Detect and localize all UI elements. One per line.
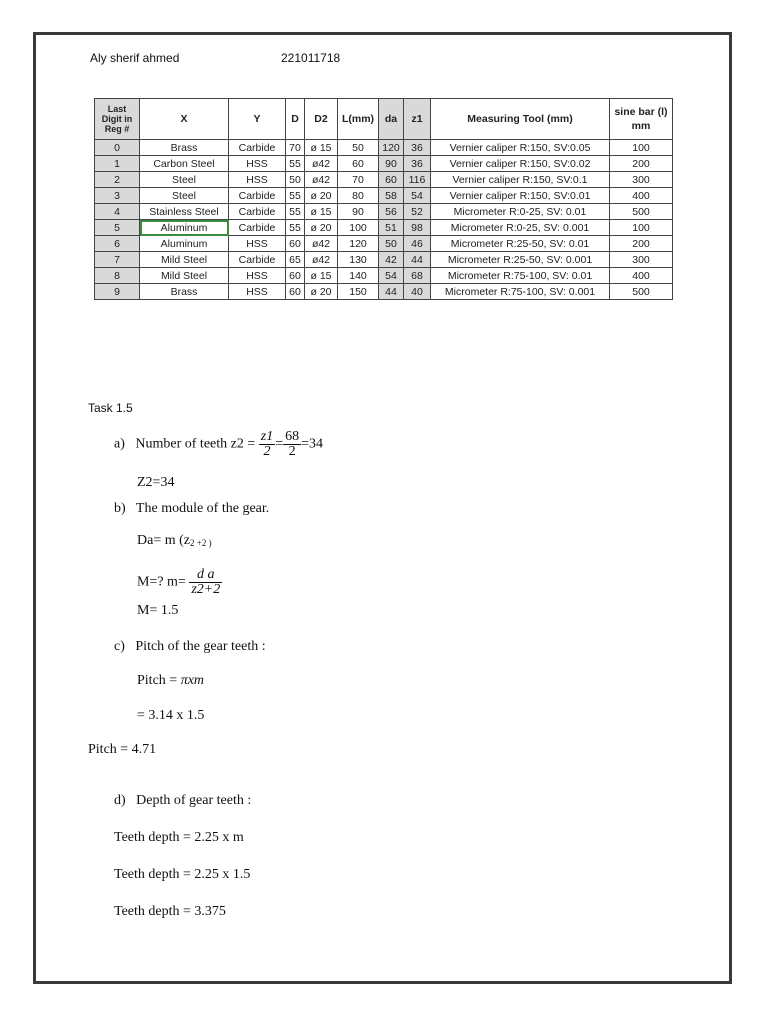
col-da: da [379, 99, 404, 140]
cell-measuring-tool: Micrometer R:25-50, SV: 0.01 [431, 236, 610, 252]
cell-z1: 54 [404, 188, 431, 204]
table-header-row [95, 99, 673, 140]
cell-z1: 68 [404, 268, 431, 284]
table-row [95, 252, 673, 268]
task-d-depth-formula: Teeth depth = 2.25 x m [114, 830, 244, 845]
cell-sine-bar: 100 [610, 140, 673, 156]
cell-z1: 98 [404, 220, 431, 236]
cell-last-digit: 2 [95, 172, 140, 188]
task-d-text: Depth of gear teeth : [136, 793, 252, 808]
cell-l: 100 [338, 220, 379, 236]
cell-y: HSS [229, 156, 286, 172]
task-a-text: Number of teeth z2 = [135, 436, 259, 452]
cell-last-digit: 8 [95, 268, 140, 284]
cell-da: 58 [379, 188, 404, 204]
task-c-label: c) [114, 639, 125, 654]
cell-da: 60 [379, 172, 404, 188]
cell-z1: 116 [404, 172, 431, 188]
task-b-text: The module of the gear. [135, 501, 270, 516]
cell-y: Carbide [229, 188, 286, 204]
task-a-line [114, 430, 323, 459]
cell-measuring-tool: Micrometer R:0-25, SV: 0.001 [431, 220, 610, 236]
cell-d2: ø 15 [305, 204, 338, 220]
cell-d2: ø 20 [305, 188, 338, 204]
da-equation-subscript: 2 +2 ) [190, 538, 212, 548]
cell-z1: 36 [404, 140, 431, 156]
cell-last-digit: 1 [95, 156, 140, 172]
cell-x: Mild Steel [140, 252, 229, 268]
table-row [95, 236, 673, 252]
cell-sine-bar: 100 [610, 220, 673, 236]
cell-measuring-tool: Vernier caliper R:150, SV:0.02 [431, 156, 610, 172]
cell-l: 130 [338, 252, 379, 268]
cell-sine-bar: 300 [610, 252, 673, 268]
task-b-module-result: M= 1.5 [137, 603, 179, 618]
task-c-pitch-formula [137, 673, 204, 689]
cell-d: 55 [286, 188, 305, 204]
fraction-numerator: z1 [260, 429, 274, 444]
equals-sign: = [275, 436, 284, 452]
cell-z1: 44 [404, 252, 431, 268]
cell-d: 65 [286, 252, 305, 268]
table-row [95, 220, 673, 236]
task-b-label: b) [114, 501, 126, 516]
fraction-numerator: d a [189, 568, 222, 583]
task-d-depth-result: Teeth depth = 3.375 [114, 904, 226, 919]
cell-sine-bar: 400 [610, 188, 673, 204]
table-row [95, 204, 673, 220]
cell-sine-bar: 300 [610, 172, 673, 188]
table-row [95, 188, 673, 204]
cell-measuring-tool: Micrometer R:0-25, SV: 0.01 [431, 204, 610, 220]
cell-x: Steel [140, 188, 229, 204]
cell-x: Mild Steel [140, 268, 229, 284]
task-d-depth-calc: Teeth depth = 2.25 x 1.5 [114, 867, 251, 882]
cell-d2: ø42 [305, 236, 338, 252]
pitch-equation-text: Pitch = [137, 673, 181, 688]
cell-d: 60 [286, 284, 305, 300]
cell-l: 120 [338, 236, 379, 252]
cell-l: 150 [338, 284, 379, 300]
cell-y: Carbide [229, 140, 286, 156]
cell-measuring-tool: Vernier caliper R:150, SV:0.01 [431, 188, 610, 204]
student-name: Aly sherif ahmed [90, 51, 180, 65]
cell-measuring-tool: Micrometer R:25-50, SV: 0.001 [431, 252, 610, 268]
cell-da: 42 [379, 252, 404, 268]
cell-sine-bar: 500 [610, 284, 673, 300]
col-x: X [140, 99, 229, 140]
cell-d: 55 [286, 220, 305, 236]
task-c-line [114, 639, 266, 655]
cell-l: 140 [338, 268, 379, 284]
cell-l: 50 [338, 140, 379, 156]
col-l: L(mm) [338, 99, 379, 140]
cell-d2: ø 20 [305, 220, 338, 236]
cell-da: 54 [379, 268, 404, 284]
col-last-digit: Last Digit in Reg # [95, 99, 140, 140]
module-question: M=? m= [137, 574, 190, 590]
cell-last-digit: 3 [95, 188, 140, 204]
cell-last-digit: 6 [95, 236, 140, 252]
task-c-text: Pitch of the gear teeth : [135, 639, 266, 654]
table-row [95, 172, 673, 188]
cell-da: 44 [379, 284, 404, 300]
document-page [33, 32, 732, 984]
fraction-68-over-2 [283, 430, 301, 459]
cell-sine-bar: 200 [610, 236, 673, 252]
cell-d: 55 [286, 156, 305, 172]
task-d-label: d) [114, 793, 126, 808]
fraction-numerator: 68 [285, 429, 300, 444]
cell-sine-bar: 200 [610, 156, 673, 172]
cell-x: Brass [140, 140, 229, 156]
table-row [95, 284, 673, 300]
student-reg-number: 221011718 [281, 51, 341, 65]
cell-measuring-tool: Micrometer R:75-100, SV: 0.01 [431, 268, 610, 284]
cell-x: Stainless Steel [140, 204, 229, 220]
cell-da: 50 [379, 236, 404, 252]
cell-x: Brass [140, 284, 229, 300]
table-row [95, 268, 673, 284]
cell-l: 80 [338, 188, 379, 204]
cell-d2: ø42 [305, 156, 338, 172]
task-b-da-equation [137, 533, 212, 549]
fraction-denominator: 2 [288, 444, 296, 459]
cell-d2: ø42 [305, 252, 338, 268]
specification-table [94, 98, 673, 300]
col-d2: D2 [305, 99, 338, 140]
cell-da: 90 [379, 156, 404, 172]
cell-last-digit: 7 [95, 252, 140, 268]
cell-x: Carbon Steel [140, 156, 229, 172]
cell-da: 51 [379, 220, 404, 236]
fraction-da-over-z2 [189, 568, 222, 597]
cell-y: HSS [229, 284, 286, 300]
cell-da: 56 [379, 204, 404, 220]
task-a-z2-line: Z2=34 [137, 475, 175, 490]
task-b-line [114, 501, 269, 517]
cell-x: Steel [140, 172, 229, 188]
cell-d2: ø 20 [305, 284, 338, 300]
table-row [95, 140, 673, 156]
cell-d: 55 [286, 204, 305, 220]
cell-last-digit: 4 [95, 204, 140, 220]
fraction-denominator: z2+2 [191, 582, 221, 597]
task-c-pitch-calc: = 3.14 x 1.5 [137, 708, 205, 723]
cell-d2: ø42 [305, 172, 338, 188]
cell-z1: 40 [404, 284, 431, 300]
cell-z1: 46 [404, 236, 431, 252]
col-measuring-tool: Measuring Tool (mm) [431, 99, 610, 140]
cell-sine-bar: 500 [610, 204, 673, 220]
cell-last-digit: 0 [95, 140, 140, 156]
task-d-line [114, 793, 251, 809]
cell-l: 60 [338, 156, 379, 172]
table-body [95, 140, 673, 300]
cell-d: 60 [286, 236, 305, 252]
cell-z1: 36 [404, 156, 431, 172]
table-row [95, 156, 673, 172]
cell-x: Aluminum [140, 236, 229, 252]
cell-y: Carbide [229, 252, 286, 268]
cell-y: Carbide [229, 220, 286, 236]
cell-x: Aluminum [140, 220, 229, 236]
cell-y: HSS [229, 236, 286, 252]
task-a-label: a) [114, 436, 125, 452]
task-c-pitch-result: Pitch = 4.71 [88, 742, 157, 757]
cell-d2: ø 15 [305, 268, 338, 284]
col-sine-bar: sine bar (l) mm [610, 99, 673, 140]
cell-da: 120 [379, 140, 404, 156]
cell-last-digit: 5 [95, 220, 140, 236]
cell-d: 70 [286, 140, 305, 156]
cell-sine-bar: 400 [610, 268, 673, 284]
task-title: Task 1.5 [88, 401, 133, 415]
col-d: D [286, 99, 305, 140]
cell-y: HSS [229, 172, 286, 188]
pitch-formula: πxm [180, 673, 205, 688]
cell-d: 50 [286, 172, 305, 188]
cell-y: Carbide [229, 204, 286, 220]
cell-last-digit: 9 [95, 284, 140, 300]
col-z1: z1 [404, 99, 431, 140]
task-b-module-equation [137, 568, 222, 597]
fraction-denominator: 2 [263, 444, 271, 459]
task-a-result: =34 [301, 436, 324, 452]
fraction-z1-over-2 [259, 430, 275, 459]
cell-l: 70 [338, 172, 379, 188]
cell-measuring-tool: Vernier caliper R:150, SV:0.1 [431, 172, 610, 188]
cell-measuring-tool: Vernier caliper R:150, SV:0.05 [431, 140, 610, 156]
cell-d2: ø 15 [305, 140, 338, 156]
cell-y: HSS [229, 268, 286, 284]
cell-z1: 52 [404, 204, 431, 220]
col-y: Y [229, 99, 286, 140]
cell-d: 60 [286, 268, 305, 284]
cell-l: 90 [338, 204, 379, 220]
da-equation-text: Da= m (z [137, 533, 190, 548]
cell-measuring-tool: Micrometer R:75-100, SV: 0.001 [431, 284, 610, 300]
